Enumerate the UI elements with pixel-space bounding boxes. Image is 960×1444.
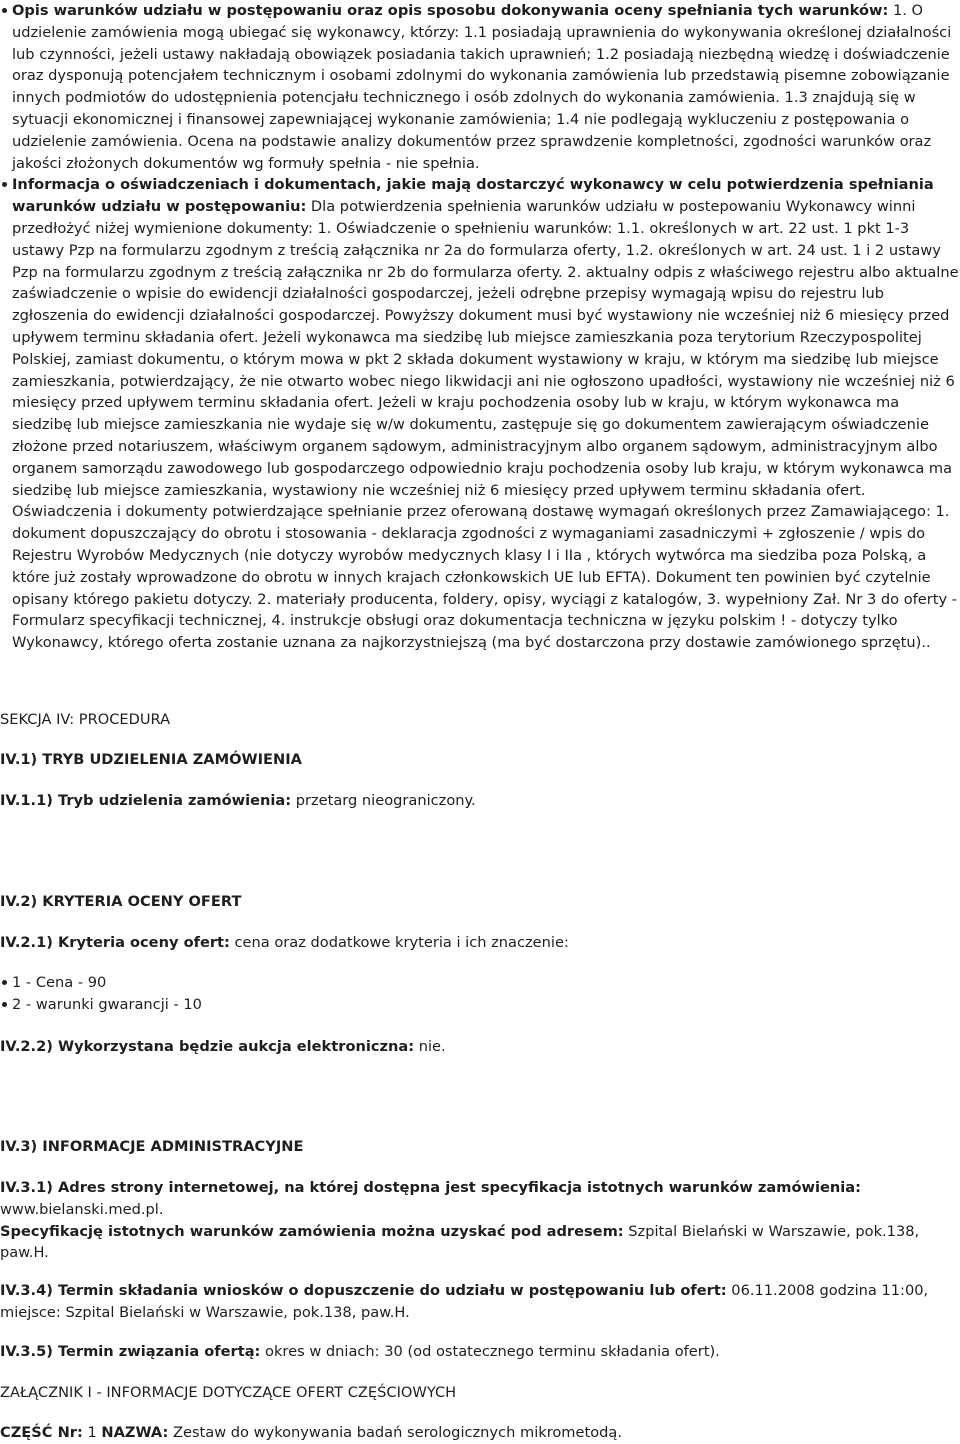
list-item: 2 - warunki gwarancji - 10 bbox=[0, 994, 202, 1016]
name-label: NAZWA: bbox=[101, 1424, 169, 1441]
iv3-title: IV.3) INFORMACJE ADMINISTRACYJNE bbox=[0, 1138, 304, 1155]
criteria-list bbox=[0, 972, 202, 1016]
part-value: 1 bbox=[82, 1424, 102, 1441]
iv22-row bbox=[0, 1036, 446, 1058]
iv11-value: przetarg nieograniczony. bbox=[291, 792, 476, 809]
iv22-value: nie. bbox=[414, 1038, 446, 1055]
iv34-row bbox=[0, 1280, 955, 1324]
iv21-label: IV.2.1) Kryteria oceny ofert: bbox=[0, 934, 230, 951]
spec-value: Szpital Bielański w Warszawie, pok.138, paw.H. bbox=[0, 1222, 920, 1262]
iv11-row bbox=[0, 790, 476, 812]
iv35-row bbox=[0, 1341, 720, 1363]
iv34-value: 06.11.2008 godzina 11:00, miejsce: Szpital Bielański w Warszawie, pok.138, paw.H. bbox=[0, 1282, 929, 1321]
section-heading: SEKCJA IV: PROCEDURA bbox=[0, 711, 171, 728]
iv22-label: IV.2.2) Wykorzystana będzie aukcja elektroniczna: bbox=[0, 1038, 415, 1055]
annex-part-row bbox=[0, 1422, 622, 1444]
list-item: 1 - Cena - 90 bbox=[0, 972, 202, 994]
iv1-title: IV.1) TRYB UDZIELENIA ZAMÓWIENIA bbox=[0, 751, 302, 768]
iv11-label: IV.1.1) Tryb udzielenia zamówienia: bbox=[0, 792, 292, 809]
documents-title: Informacja o oświadczeniach i dokumentach, jakie mają dostarczyć wykonawcy w celu potwierdzenia spełniania warunków udziału w postępowaniu: bbox=[12, 176, 934, 216]
iv21-row bbox=[0, 932, 569, 954]
iv35-value: okres w dniach: 30 (od ostatecznego terminu składania ofert). bbox=[260, 1343, 720, 1360]
spec-label: Specyfikację istotnych warunków zamówienia można uzyskać pod adresem: bbox=[0, 1222, 624, 1240]
part-label: CZĘŚĆ Nr: bbox=[0, 1424, 83, 1441]
list-item bbox=[0, 0, 960, 174]
iv1-heading bbox=[0, 749, 302, 771]
conditions-list bbox=[0, 0, 960, 654]
conditions-text: 1. O udzielenie zamówienia mogą ubiegać się wykonawcy, którzy: 1.1 posiadają uprawnienia do wykonywania określonej działalności lub czynności, jeżeli ustawy nakładają obowiązek posiadania takich uprawnień; 1.2 posiadają niezbędną wiedzę i doświadczenie oraz dysponują potencjałem technicznym i osobami zdolnymi do wykonania zamówienia lub przedstawią pisemne zobowiązanie innych podmiotów do udostępnienia potencjału technicznego i osób zdolnych do wykonania zamówienia. 1.3 znajdują się w sytuacji ekonomicznej i finansowej zapewniającej wykonanie zamówienia; 1.4 nie podlegają wykluczeniu z postępowania o udzielenie zamówienia. Ocena na podstawie analizy dokumentów przez sprawdzenie kompletności, zgodności warunków oraz jakości złożonych dokumentów wg formuły spełnia - nie spełnia. bbox=[12, 2, 952, 172]
iv31-row bbox=[0, 1177, 955, 1264]
name-value: Zestaw do wykonywania badań serologicznych mikrometodą. bbox=[168, 1424, 622, 1441]
documents-text: Dla potwierdzenia spełnienia warunków udziału w postepowaniu Wykonawcy winni przedłożyć niżej wymienione dokumenty: 1. Oświadczenie o spełnieniu warunków: 1.1. określonych w art. 22 ust. 1 pkt 1-3 ustawy Pzp na formularzu zgodnym z treścią załącznika nr 2a do formularza oferty, 1.2. określonych w art. 24 ust. 1 i 2 ustawy Pzp na formularzu zgodnym z treścią załącznika nr 2b do formularza oferty. 2. aktualny odpis z właściwego rejestru albo aktualne zaświadczenie o wpisie do ewidencji działalności gospodarczej, jeżeli odrębne przepisy wymagają wpisu do rejestru lub zgłoszenia do ewidencji działalności gospodarczej. Powyższy dokument musi być wystawiony nie wcześniej niż 6 miesięcy przed upływem terminu składania ofert. Jeżeli wykonawca ma siedzibę lub miejsce zamieszkania poza terytorium Rzeczypospolitej Polskiej, zamiast dokumentu, o którym mowa w pkt 2 składa dokument wystawiony w kraju, w którym ma siedzibę lub miejsce zamieszkania, potwierdzający, że nie otwarto wobec niego likwidacji ani nie ogłoszono upadłości, wystawiony nie wcześniej niż 6 miesięcy przed upływem terminu składania ofert. Jeżeli w kraju pochodzenia osoby lub w kraju, w którym wykonawca ma siedzibę lub miejsce zamieszkania nie wydaje się w/w dokumentu, zastępuje się go dokumentem zawierającym oświadczenie złożone przed notariuszem, właściwym organem sądowym, administracyjnym albo organem sądowym, administracyjnym albo organem samorządu zawodowego lub gospodarczego odpowiednio kraju pochodzenia osoby lub kraju, w którym wykonawca ma siedzibę lub miejsce zamieszkania, wystawiony nie wcześniej niż 6 miesięcy przed upływem terminu składania ofert. Oświadczenia i dokumenty potwierdzające spełnianie przez oferowaną dostawę wymagań określonych przez Zamawiającego: 1. dokument dopuszczający do obrotu i stosowania - deklaracja zgodności z wymaganiami zasadniczymi + zgłoszenie / wpis do Rejestru Wyrobów Medycznych (nie dotyczy wyrobów medycznych klasy I i IIa , których wytwórca ma siedziba poza Polską, a które już zostały wprowadzone do obrotu w innych krajach członkowskich UE lub EFTA). Dokument ten powinien być czytelnie opisany którego pakietu dotyczy. 2. materiały producenta, foldery, opisy, wyciągi z katalogów, 3. wypełniony Zał. Nr 3 do oferty - Formularz specyfikacji technicznej, 4. instrukcje obsługi oraz dokumentacja techniczna w języku polskim ! - dotyczy tylko Wykonawcy, którego oferta zostanie uznana za najkorzystniejszą (ma być dostarczona przy dostawie zamówionego sprzętu).. bbox=[12, 198, 959, 652]
iv2-heading bbox=[0, 891, 241, 913]
iv31-value: www.bielanski.med.pl. bbox=[0, 1200, 164, 1218]
iv21-value: cena oraz dodatkowe kryteria i ich znaczenie: bbox=[229, 934, 569, 951]
list-item bbox=[0, 174, 960, 654]
iv31-label: IV.3.1) Adres strony internetowej, na której dostępna jest specyfikacja istotnych warunków zamówienia: bbox=[0, 1179, 861, 1196]
iv2-title: IV.2) KRYTERIA OCENY OFERT bbox=[0, 893, 242, 910]
conditions-title: Opis warunków udziału w postępowaniu oraz opis sposobu dokonywania oceny spełniania tych warunków: bbox=[12, 2, 889, 19]
iv34-label: IV.3.4) Termin składania wniosków o dopuszczenie do udziału w postępowaniu lub ofert: bbox=[0, 1282, 727, 1299]
annex-heading: ZAŁĄCZNIK I - INFORMACJE DOTYCZĄCE OFERT CZĘŚCIOWYCH bbox=[0, 1384, 457, 1401]
iv3-heading bbox=[0, 1136, 303, 1158]
iv35-label: IV.3.5) Termin związania ofertą: bbox=[0, 1343, 261, 1360]
